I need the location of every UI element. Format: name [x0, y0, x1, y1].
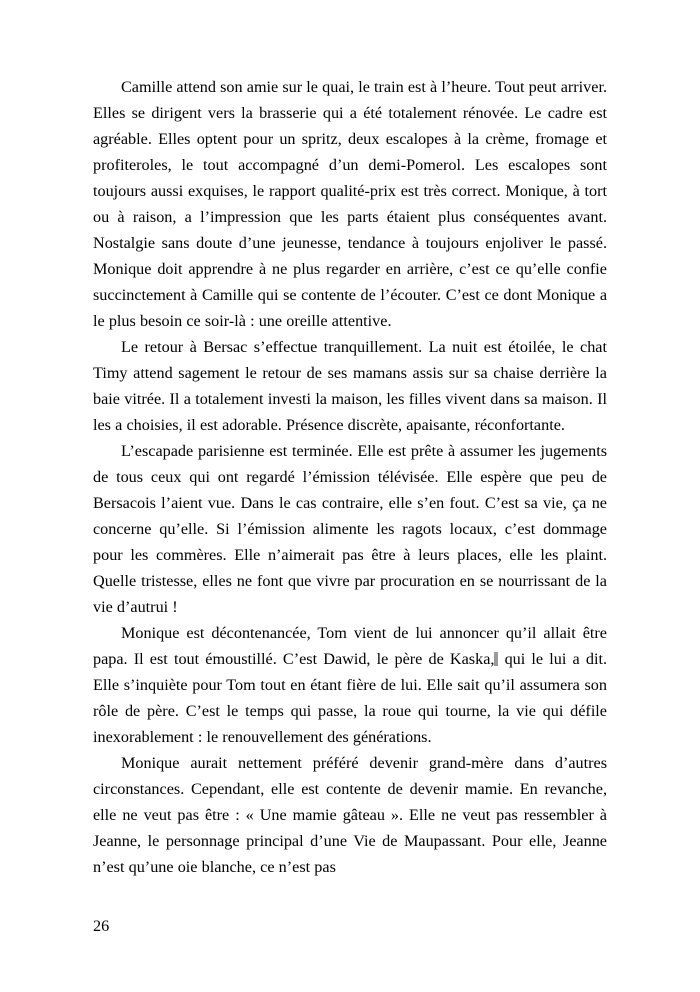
- page-number: 26: [93, 917, 110, 935]
- paragraph-4-text-before-caret: Monique est décontenancée, Tom vient de lui annoncer qu’il allait être papa. Il est tout émoustillé. C’est Dawid, le père de Kaska,: [93, 624, 607, 668]
- body-text-column: [93, 74, 607, 880]
- paragraph-3-text: L’escapade parisienne est terminée. Elle est prête à assumer les jugements de tous ceux qui ont regardé l’émission télévisée. Elle espère que peu de Bersacois l’aient vue. Dans le cas contraire, elle s’en fout. C’est sa vie, ça ne concerne qu’elle. Si l’émission alimente les ragots locaux, c’est dommage pour les commères. Elle n’aimerait pas être à leurs places, elle les plaint. Quelle tristesse, elles ne font que vivre par procuration en se nourrissant de la vie d’autrui !: [93, 442, 607, 616]
- paragraph-5: [93, 750, 607, 880]
- paragraph-3: [93, 438, 607, 620]
- paragraph-1-text: Camille attend son amie sur le quai, le train est à l’heure. Tout peut arriver. Elles se dirigent vers la brasserie qui a été totalement rénovée. Le cadre est agréable. Elles optent pour un spritz, deux escalopes à la crème, fromage et profiteroles, le tout accompagné d’un demi-Pomerol. Les escalopes sont toujours aussi exquises, le rapport qualité-prix est très correct. Monique, à tort ou à raison, a l’impression que les parts étaient plus conséquentes avant. Nostalgie sans doute d’une jeunesse, tendance à toujours enjoliver le passé. Monique doit apprendre à ne plus regarder en arrière, c’est ce qu’elle confie succinctement à Camille qui se contente de l’écouter. C’est ce dont Monique a le plus besoin ce soir-là : une oreille attentive.: [93, 78, 607, 330]
- paragraph-1: [93, 74, 607, 334]
- paragraph-4-text-after-caret: qui le lui a dit. Elle s’inquiète pour Tom tout en étant fière de lui. Elle sait qu’il assumera son rôle de père. C’est le temps qui passe, la roue qui tourne, la vie qui défile inexorablement : le renouvellement des générations.: [93, 650, 607, 746]
- paragraph-4: [93, 620, 607, 750]
- paragraph-2: [93, 334, 607, 438]
- paragraph-5-text: Monique aurait nettement préféré devenir grand-mère dans d’autres circonstances. Cependant, elle est contente de devenir mamie. En revanche, elle ne veut pas être : « Une mamie gâteau ». Elle ne veut pas ressembler à Jeanne, le personnage principal d’une Vie de Maupassant. Pour elle, Jeanne n’est qu’une oie blanche, ce n’est pas: [93, 754, 607, 876]
- paragraph-2-text: Le retour à Bersac s’effectue tranquillement. La nuit est étoilée, le chat Timy attend sagement le retour de ses mamans assis sur sa chaise derrière la baie vitrée. Il a totalement investi la maison, les filles vivent dans sa maison. Il les a choisies, il est adorable. Présence discrète, apaisante, réconfortante.: [93, 338, 607, 434]
